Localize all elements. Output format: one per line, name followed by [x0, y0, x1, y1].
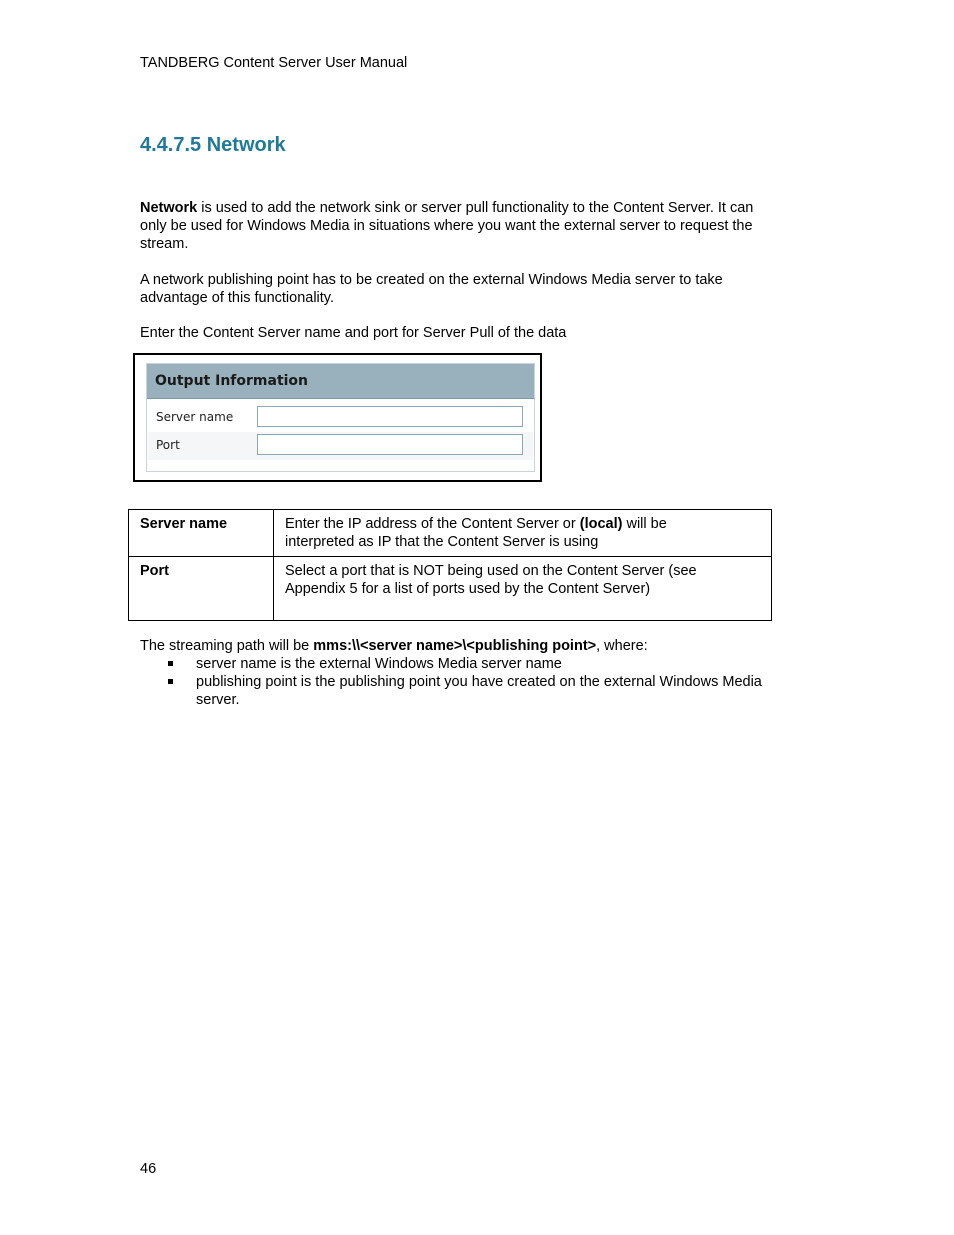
list-item	[168, 655, 818, 673]
table-desc-server-name	[274, 510, 772, 557]
output-information-title: Output Information	[155, 373, 309, 389]
running-header: TANDBERG Content Server User Manual	[140, 55, 408, 71]
page-number: 46	[140, 1161, 157, 1177]
section-title: 4.4.7.5 Network	[140, 134, 286, 156]
table-key-server-name: Server name	[129, 510, 274, 557]
intro-bold-term: Network	[140, 200, 198, 216]
output-information-panel	[146, 363, 535, 472]
streaming-text: , where:	[596, 638, 648, 654]
instruction-paragraph: Enter the Content Server name and port for Server Pull of the data	[140, 325, 567, 341]
bullet-text: publishing point is the publishing point you have created on the external Windows Media	[196, 674, 762, 690]
streaming-path-paragraph	[140, 637, 820, 655]
bullet-list	[168, 655, 818, 709]
list-item	[168, 673, 818, 709]
desc-line-1: Select a port that is NOT being used on the Content Server (see	[285, 563, 697, 579]
table-key-port: Port	[129, 557, 274, 621]
streaming-path: mms:\\<server name>\<publishing point>	[313, 638, 597, 654]
desc-text: will be	[622, 516, 667, 532]
square-bullet-icon	[168, 679, 173, 684]
desc-bold-local: (local)	[579, 516, 623, 532]
bullet-text: server name is the external Windows Media server name	[196, 656, 562, 672]
bullet-text: server.	[196, 692, 240, 708]
port-input[interactable]	[257, 434, 523, 455]
publishing-point-paragraph	[140, 271, 820, 307]
streaming-text: The streaming path will be	[140, 638, 314, 654]
server-name-input[interactable]	[257, 406, 523, 427]
desc-line-2: interpreted as IP that the Content Server is using	[285, 534, 599, 550]
desc-line-2: Appendix 5 for a list of ports used by the Content Server)	[285, 581, 651, 597]
table-desc-port	[274, 557, 772, 621]
table-row	[129, 557, 772, 621]
port-row	[148, 432, 533, 460]
intro-paragraph	[140, 199, 820, 253]
output-information-screenshot	[133, 353, 542, 482]
para2-line-1: A network publishing point has to be created on the external Windows Media server to take	[140, 272, 723, 288]
desc-text: Enter the IP address of the Content Server or	[285, 516, 580, 532]
settings-table	[128, 509, 772, 621]
output-information-header	[147, 364, 534, 399]
server-name-label: Server name	[156, 410, 234, 424]
intro-text: is used to add the network sink or server pull functionality to the Content Server. It can	[197, 200, 754, 216]
table-row	[129, 510, 772, 557]
port-label: Port	[156, 438, 180, 452]
intro-line-3: stream.	[140, 236, 189, 252]
para2-line-2: advantage of this functionality.	[140, 290, 334, 306]
intro-line-2: only be used for Windows Media in situations where you want the external server to request the	[140, 218, 753, 234]
server-name-row	[148, 404, 533, 432]
square-bullet-icon	[168, 661, 173, 666]
